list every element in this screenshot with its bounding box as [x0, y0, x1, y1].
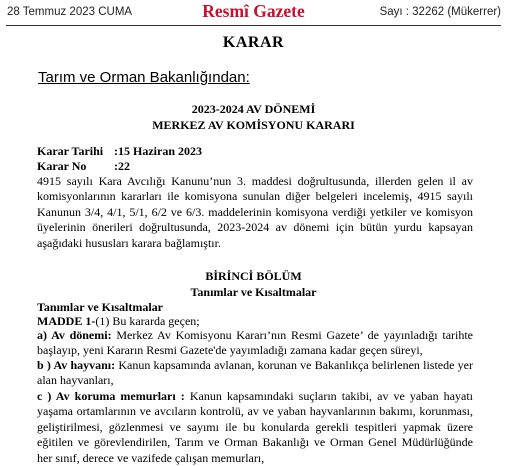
issue-number: Sayı : 32262 (Mükerrer) — [379, 6, 501, 18]
definition-text: Kanun kapsamında avlanan, korunan ve Bakanlıkça belirlenen listede yer alan hayvanları, — [37, 358, 473, 388]
decision-title-period: 2023-2024 AV DÖNEMİ — [191, 102, 316, 116]
definition-term: c ) Av koruma memurları : — [37, 389, 185, 403]
article-label: MADDE 1- — [37, 314, 96, 328]
article-1 — [37, 314, 200, 329]
issue-date: 28 Temmuz 2023 CUMA — [7, 6, 133, 18]
decision-date-value: :15 Haziran 2023 — [114, 144, 202, 158]
decision-no-row — [37, 159, 130, 174]
issuing-ministry: Tarım ve Orman Bakanlığından: — [38, 69, 250, 86]
decision-date-row — [37, 144, 202, 159]
part-subtitle: Tanımlar ve Kısaltmalar — [190, 285, 317, 299]
definition-c — [37, 389, 473, 466]
gazette-title: Resmî Gazete — [202, 1, 305, 21]
part-title: BİRİNCİ BÖLÜM — [205, 269, 302, 283]
decision-date-label: Karar Tarihi — [37, 144, 104, 158]
definition-term: a) Av dönemi: — [37, 328, 112, 342]
decision-no-label: Karar No — [37, 159, 87, 173]
article-text: (1) Bu kararda geçen; — [95, 314, 200, 328]
definition-text: Kanun kapsamındaki suçların takibi, av ve yaban hayatı yaşama ortamlarının ve avcıların kontrolü, av ve yaban hayvanlarının bakımı, korunması, geliştirilmesi, gözlenmesi ve sayımı ile bu konularda gerekli tespitleri yapmak üzere eğitilen ve görevlendirilen, Tarım ve Orman Bakanlığı ve Orman Genel Müdürlüğünde her sınıf, derece ve vazifede çalışan memurları, — [37, 389, 473, 465]
definition-text: Merkez Av Komisyonu Kararı’nın Resmi Gazete’ de yayınladığı tarihte başlayıp, yeni Kararın Resmi Gazete'de yayımladığı zamana kadar geçen süreyi, — [37, 328, 474, 358]
definition-term: b ) Av hayvanı: — [37, 358, 116, 372]
definition-a — [37, 328, 473, 359]
decision-title-commission: MERKEZ AV KOMİSYONU KARARI — [152, 118, 355, 132]
intro-paragraph: 4915 sayılı Kara Avcılığı Kanunu’nun 3. maddesi doğrultusunda, illerden gelen il av komisyonlarının kararları ile komisyona sunulan diğer belgeleri incelemiş, 4915 sayılı Kanunun 3/4, 4/1, 5/1, 6/2 ve 6/3. maddelerinin komisyona verdiği yetkiler ve komisyon üyelerinin önerileri doğrultusunda, 2023-2024 av dönemi için bütün yurdu kapsayan aşağıdaki hususları karara bağlamıştır. — [37, 174, 473, 250]
header-divider — [6, 25, 501, 26]
section-title: KARAR — [222, 34, 285, 51]
decision-no-value: :22 — [114, 159, 130, 173]
subsection-heading: Tanımlar ve Kısaltmalar — [37, 300, 163, 314]
definition-b — [37, 358, 473, 389]
gazette-header — [0, 0, 507, 26]
